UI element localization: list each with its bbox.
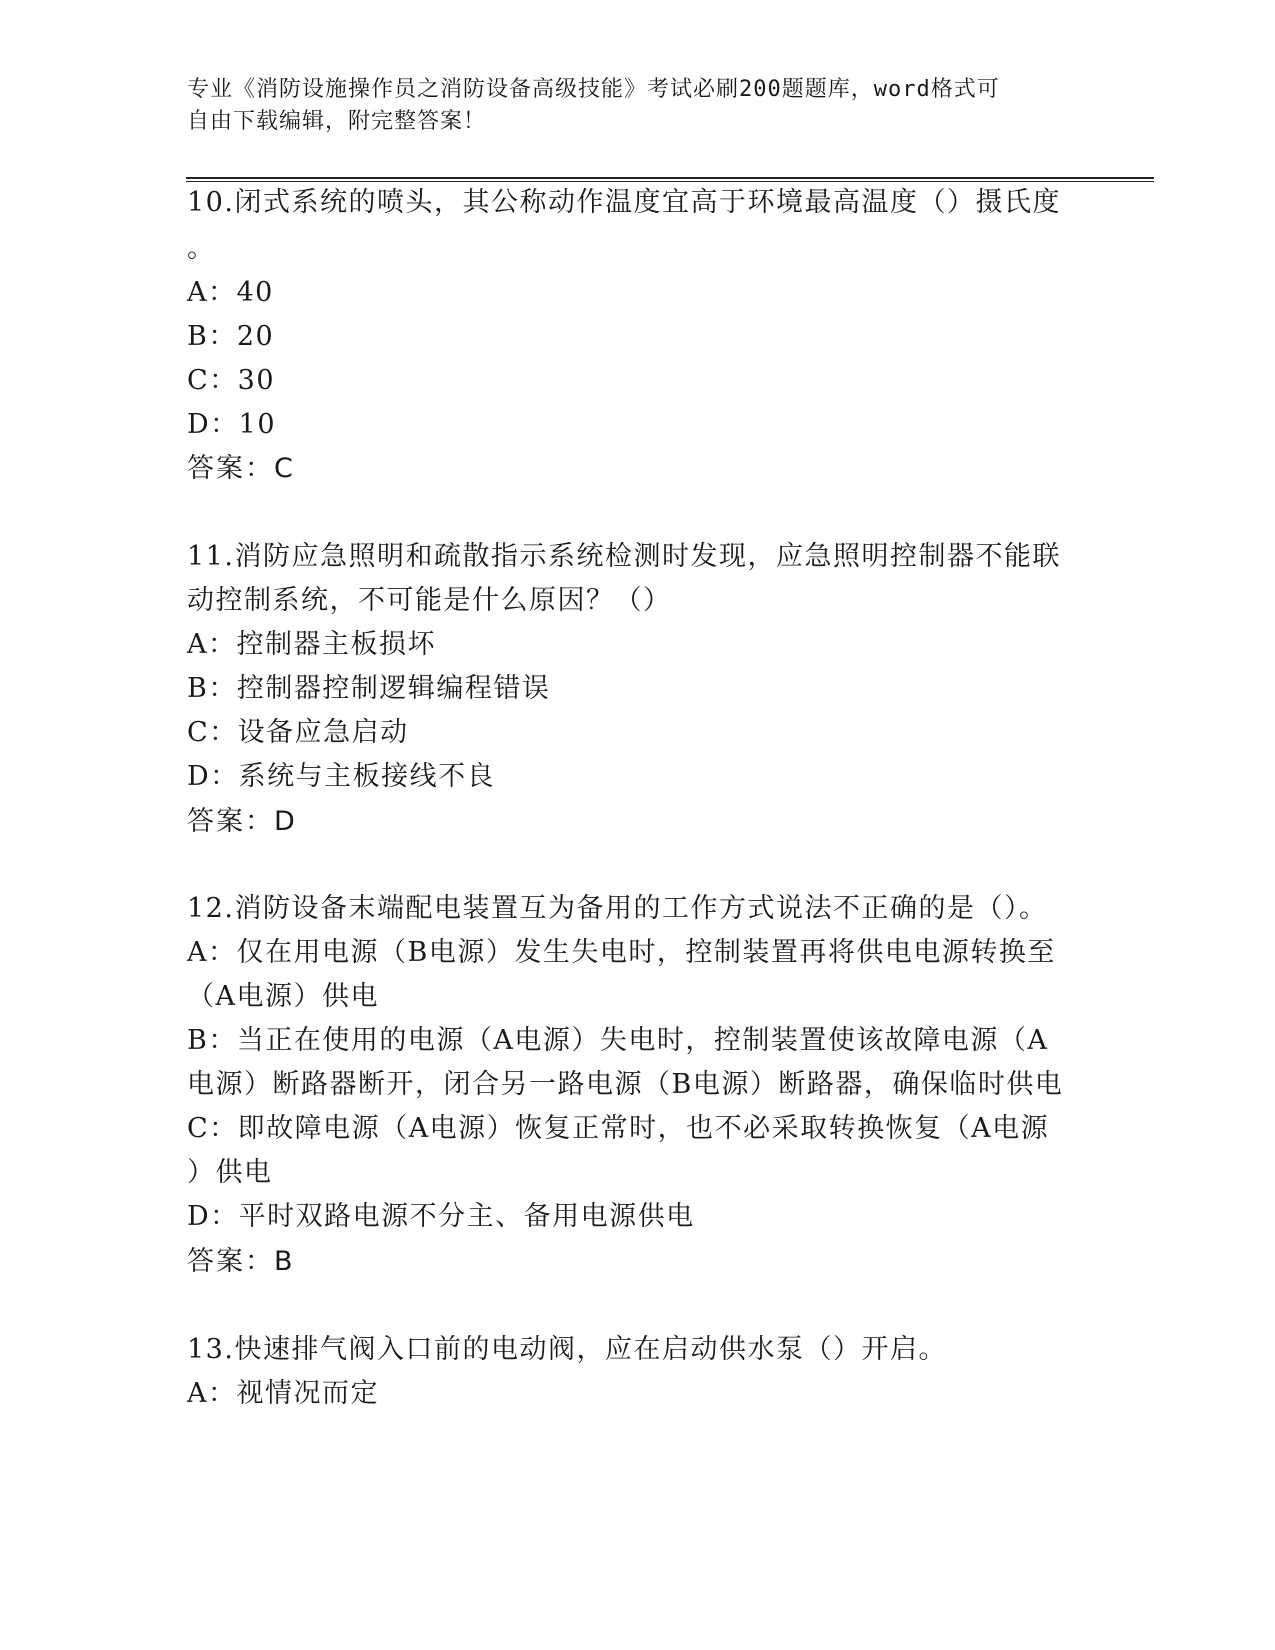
- header-divider: [186, 177, 1154, 182]
- question-10-option-c: C：30: [187, 365, 276, 396]
- question-11-option-c: C：设备应急启动: [187, 717, 409, 748]
- question-10-stem-cont: 。: [187, 233, 216, 264]
- question-12-answer: 答案：B: [187, 1246, 295, 1277]
- question-12-option-a-cont: （A电源）供电: [187, 981, 379, 1012]
- question-11-option-b: B：控制器控制逻辑编程错误: [187, 673, 551, 704]
- question-11-stem-cont: 动控制系统，不可能是什么原因？（）: [187, 585, 672, 616]
- question-11-option-a: A：控制器主板损坏: [187, 629, 436, 660]
- question-12-option-c: C：即故障电源（A电源）恢复正常时，也不必采取转换恢复（A电源: [187, 1113, 1050, 1144]
- header-line-2: 自由下载编辑，附完整答案！: [187, 109, 487, 134]
- question-12-option-b: B：当正在使用的电源（A电源）失电时，控制装置使该故障电源（A: [187, 1025, 1049, 1056]
- question-13-stem: 13.快速排气阀入口前的电动阀，应在启动供水泵（）开启。: [187, 1334, 947, 1365]
- question-10-option-a: A：40: [187, 277, 274, 308]
- question-12-option-b-cont: 电源）断路器断开，闭合另一路电源（B电源）断路器，确保临时供电: [187, 1069, 1064, 1100]
- question-10-answer: 答案：C: [187, 453, 295, 484]
- question-13-option-a: A：视情况而定: [187, 1378, 379, 1409]
- header-line-1: 专业《消防设施操作员之消防设备高级技能》考试必刷200题题库，word格式可: [187, 77, 1000, 102]
- question-10-option-d: D：10: [187, 409, 277, 440]
- question-12-option-a: A：仅在用电源（B电源）发生失电时，控制装置再将供电电源转换至: [187, 937, 1056, 968]
- question-11-answer: 答案：D: [187, 806, 297, 837]
- question-12-option-c-cont: ）供电: [187, 1157, 273, 1188]
- question-11-option-d: D：系统与主板接线不良: [187, 761, 496, 792]
- question-12-stem: 12.消防设备末端配电装置互为备用的工作方式说法不正确的是（）。: [187, 893, 1048, 924]
- question-12-option-d: D：平时双路电源不分主、备用电源供电: [187, 1201, 695, 1232]
- question-10-stem: 10.闭式系统的喷头，其公称动作温度宜高于环境最高温度（）摄氏度: [187, 187, 1061, 218]
- question-10-option-b: B：20: [187, 321, 275, 352]
- document-header: [187, 74, 1067, 138]
- question-11-stem: 11.消防应急照明和疏散指示系统检测时发现，应急照明控制器不能联: [187, 541, 1061, 572]
